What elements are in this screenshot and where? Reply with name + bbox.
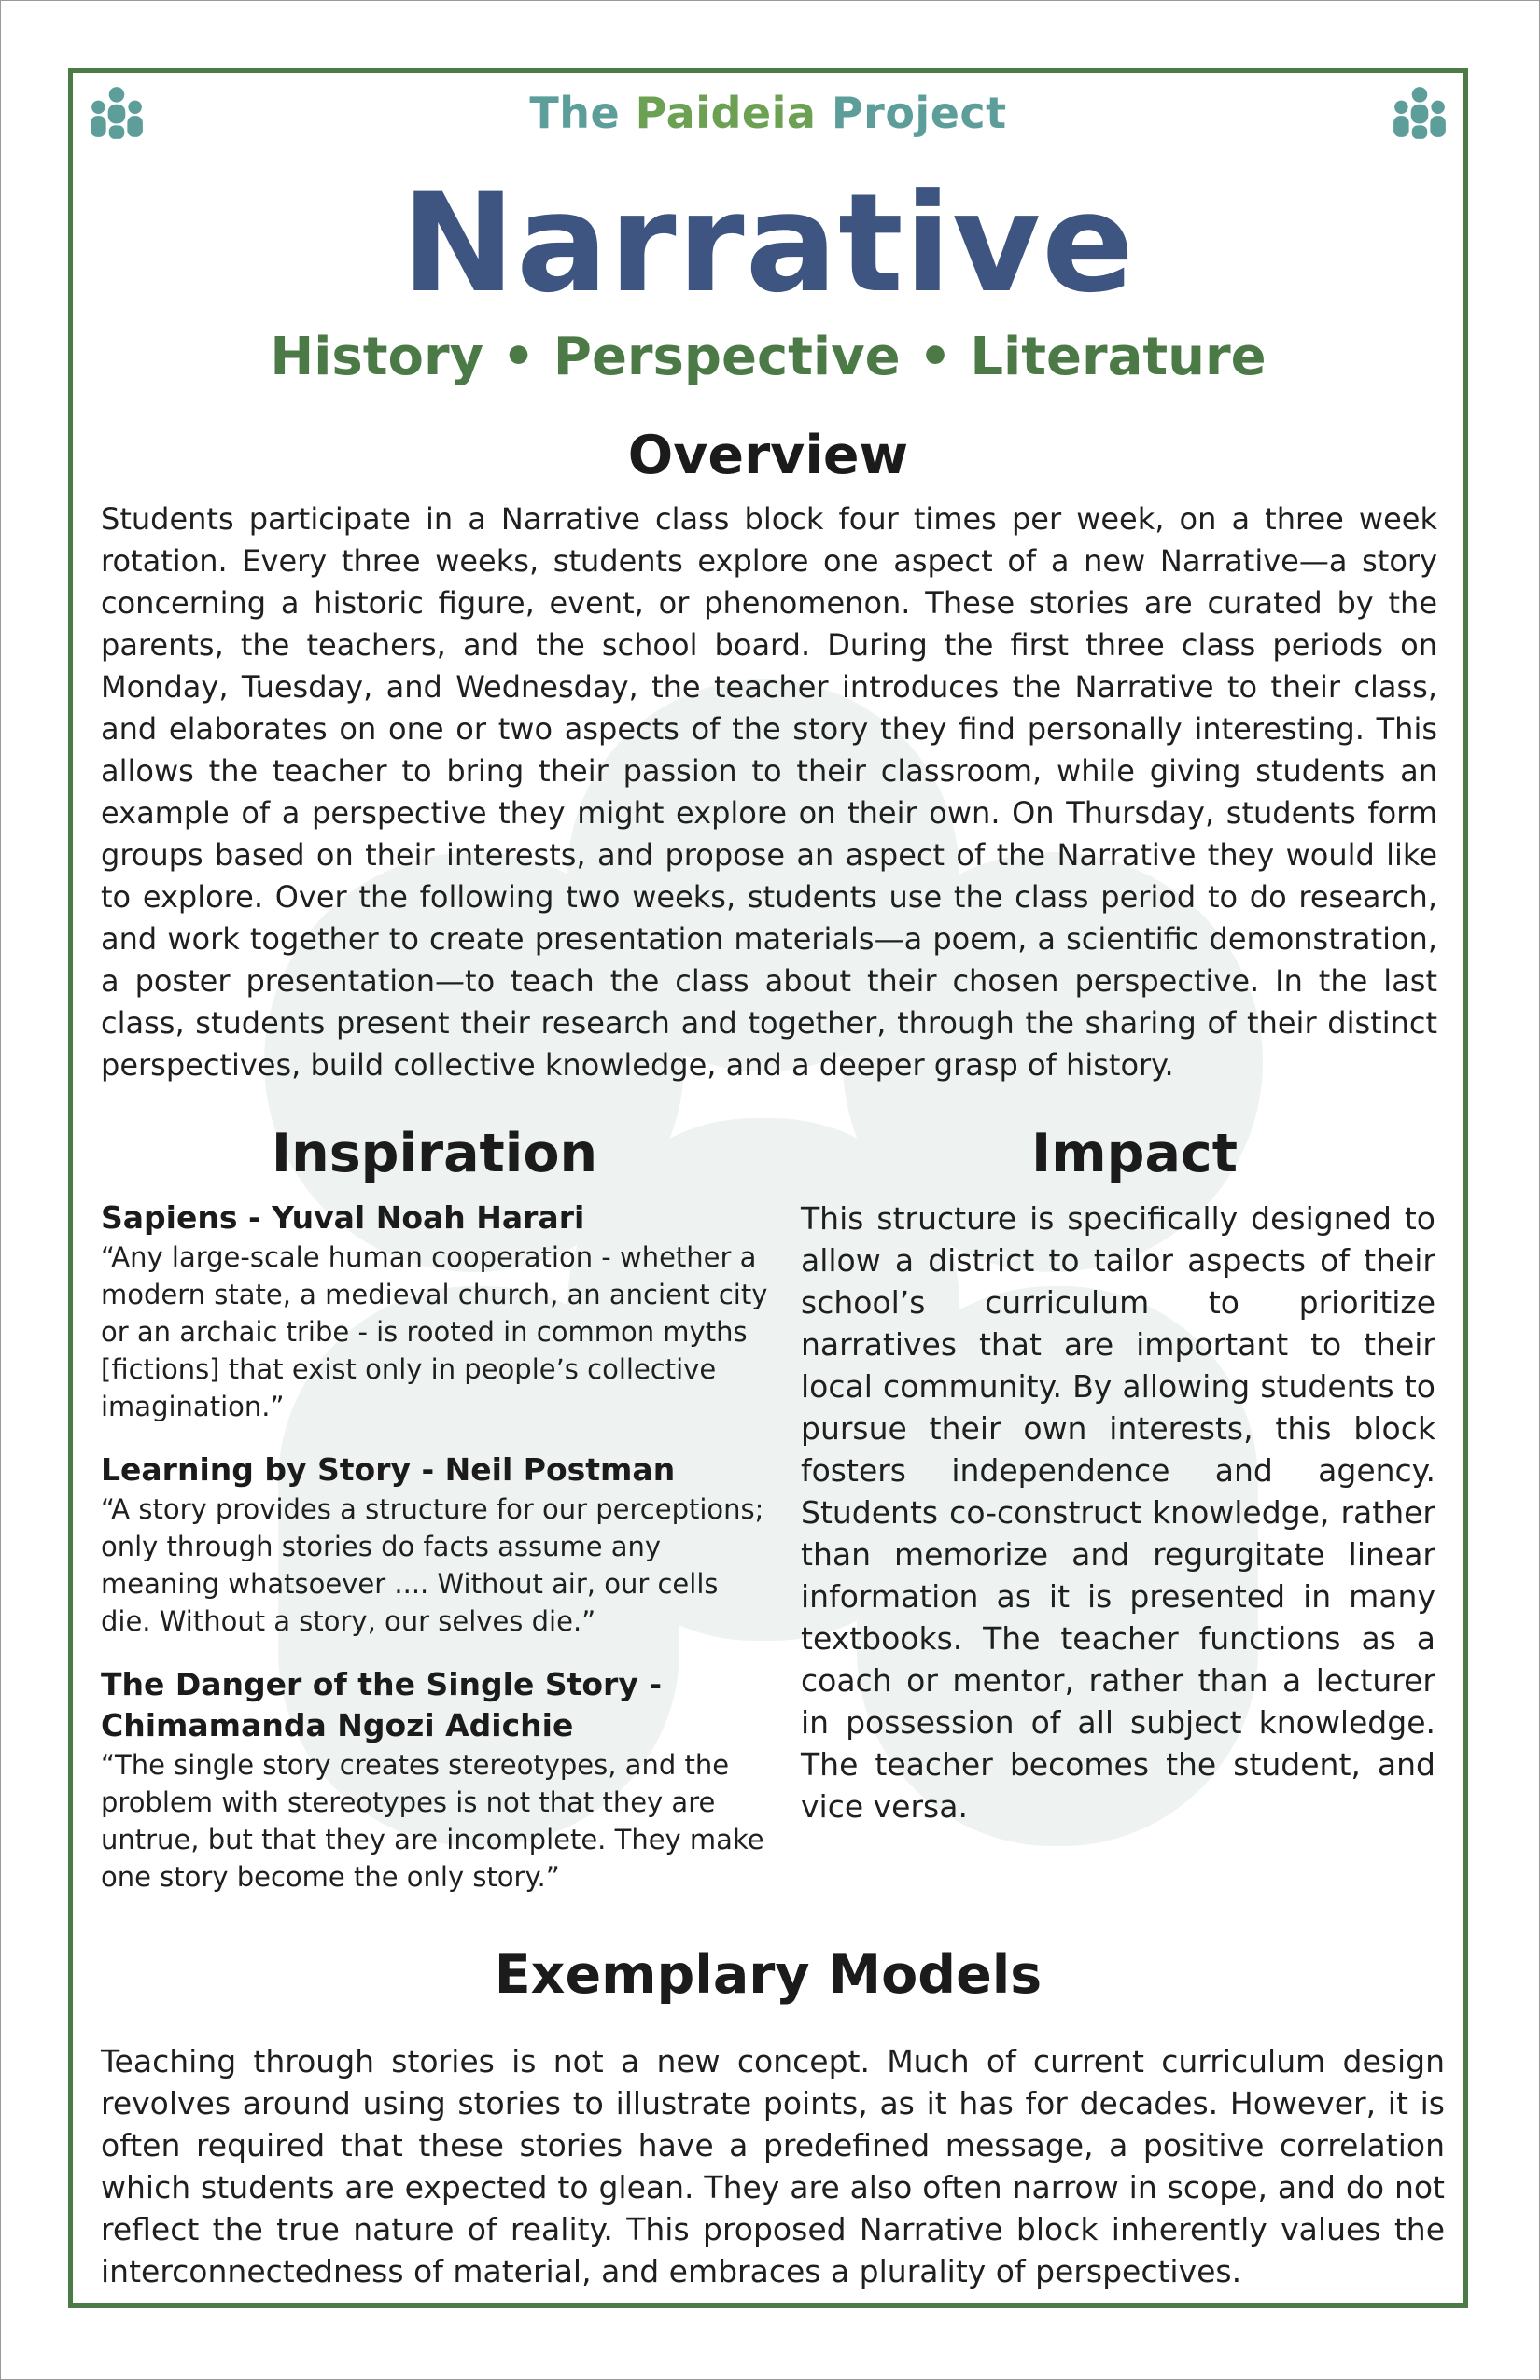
inspiration-quote: “A story provides a structure for our perceptions; only through stories do facts assume any meaning whatsoever .... Without air, our cells die. Without a story, our selves die.” bbox=[101, 1493, 764, 1637]
exemplary-models-text: Teaching through stories is not a new concept. Much of current curriculum design revolves around using stories to illustrate points, as it has for decades. However, it is often required that these stories have a predefined message, a positive correlation which students are expected to glean. They are also often narrow in scope, and do not reflect the true nature of reality. This proposed Narrative block inherently values the interconnectedness of material, and embraces a plurality of perspectives. bbox=[101, 2043, 1445, 2289]
exemplary-models-heading: Exemplary Models bbox=[494, 1944, 1043, 2006]
inspiration-quote: “Any large-scale human cooperation - whether a modern state, a medieval church, an ancient city or an archaic tribe - is rooted in common myths [fictions] that exist only in people’s collective imagination.” bbox=[101, 1241, 768, 1422]
project-name-part3: Project bbox=[831, 88, 1007, 138]
page-title: Narrative bbox=[400, 164, 1136, 323]
poster-frame bbox=[68, 68, 1468, 2308]
impact-text: This structure is specifically designed to allow a district to tailor aspects of their school’s curriculum to prioritize narratives that are important to their local community. By allowing students to pursue their own interests, this block fosters independence and agency. Students co-construct knowledge, rather than memorize and regurgitate linear information as it is presented in many textbooks. The teacher functions as a coach or mentor, rather than a lecturer in possession of all subject knowledge. The teacher becomes the student, and vice versa. bbox=[801, 1200, 1435, 1825]
project-name bbox=[73, 88, 1463, 138]
inspiration-source: Sapiens - Yuval Noah Harari bbox=[101, 1199, 585, 1236]
project-name-part2: Paideia bbox=[635, 88, 817, 138]
inspiration-quote: “The single story creates stereotypes, and the problem with stereotypes is not that they are untrue, but that they are incomplete. They make one story become the only story.” bbox=[101, 1749, 764, 1893]
inspiration-item bbox=[101, 1664, 768, 1896]
inspiration-heading: Inspiration bbox=[271, 1123, 598, 1184]
inspiration-item bbox=[101, 1197, 768, 1425]
project-name-part1: The bbox=[529, 88, 621, 138]
overview-heading: Overview bbox=[627, 425, 909, 486]
inspiration-source: The Danger of the Single Story - Chimamanda Ngozi Adichie bbox=[101, 1666, 663, 1743]
inspiration-item bbox=[101, 1449, 768, 1640]
inspiration-source: Learning by Story - Neil Postman bbox=[101, 1451, 676, 1488]
page-subtitle: History • Perspective • Literature bbox=[270, 327, 1267, 387]
overview-text: Students participate in a Narrative class block four times per week, on a three week rotation. Every three weeks, students explore one aspect of a new Narrative—a story concerning a historic figure, event, or phenomenon. These stories are curated by the parents, the teachers, and the school board. During the first three class periods on Monday, Tuesday, and Wednesday, the teacher introduces the Narrative to their class, and elaborates on one or two aspects of the story they find personally interesting. This allows the teacher to bring their passion to their classroom, while giving students an example of a perspective they might explore on their own. On Thursday, students form groups based on their interests, and propose an aspect of the Narrative they would like to explore. Over the following two weeks, students use the class period to do research, and work together to create presentation materials—a poem, a scientific demonstration, a poster presentation—to teach the class about their chosen perspective. In the last class, students present their research and together, through the sharing of their distinct perspectives, build collective knowledge, and a deeper grasp of history. bbox=[101, 501, 1437, 1083]
impact-heading: Impact bbox=[1031, 1123, 1238, 1184]
